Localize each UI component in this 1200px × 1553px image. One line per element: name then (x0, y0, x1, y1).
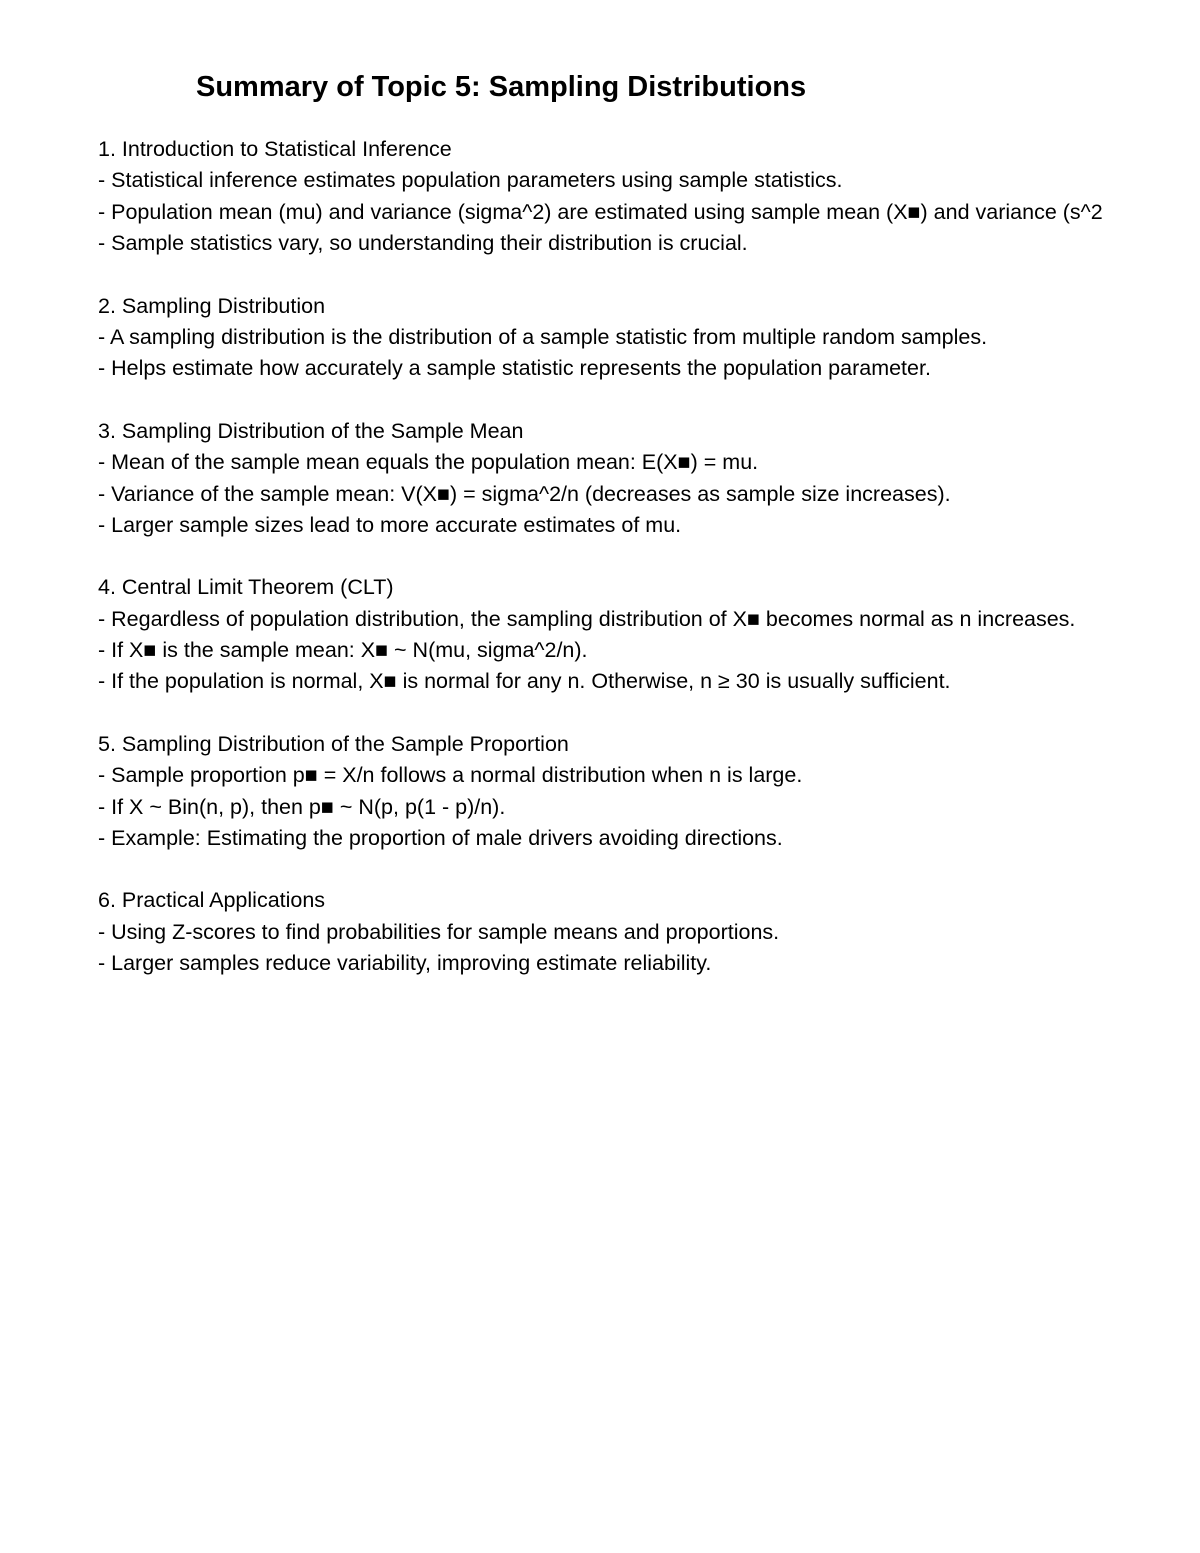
section-practical-applications (98, 885, 1200, 979)
bullet-line: - If X ~ Bin(n, p), then p■ ~ N(p, p(1 - p)/n). (98, 794, 506, 819)
bullet-line: - Statistical inference estimates population parameters using sample statistics. (98, 168, 843, 193)
section-heading: 3. Sampling Distribution of the Sample Mean (98, 418, 524, 443)
section-heading: 6. Practical Applications (98, 888, 326, 913)
section-heading: 5. Sampling Distribution of the Sample Proportion (98, 731, 569, 756)
section-heading: 2. Sampling Distribution (98, 293, 326, 318)
section-sampling-distribution (98, 291, 1200, 385)
section-heading: 4. Central Limit Theorem (CLT) (98, 575, 394, 600)
section-central-limit-theorem (98, 572, 1200, 698)
section-sample-mean (98, 416, 1200, 542)
bullet-line: - Sample statistics vary, so understanding their distribution is crucial. (98, 231, 748, 256)
bullet-line: - Mean of the sample mean equals the population mean: E(X■) = mu. (98, 450, 759, 475)
bullet-line: - Variance of the sample mean: V(X■) = sigma^2/n (decreases as sample size increases). (98, 481, 951, 506)
bullet-line: - Larger sample sizes lead to more accurate estimates of mu. (98, 512, 682, 537)
bullet-line: - Helps estimate how accurately a sample statistic represents the population parameter. (98, 356, 931, 381)
bullet-line: - A sampling distribution is the distribution of a sample statistic from multiple random samples. (98, 324, 988, 349)
document-body (98, 134, 1200, 1011)
bullet-line: - Using Z-scores to find probabilities for sample means and proportions. (98, 919, 780, 944)
document-title: Summary of Topic 5: Sampling Distributions (196, 71, 807, 103)
bullet-line: - Regardless of population distribution, the sampling distribution of X■ becomes normal as n increases. (98, 606, 1076, 631)
section-sample-proportion (98, 729, 1200, 855)
bullet-line: - Larger samples reduce variability, improving estimate reliability. (98, 951, 712, 976)
bullet-line: - If the population is normal, X■ is normal for any n. Otherwise, n ≥ 30 is usually sufficient. (98, 669, 951, 694)
bullet-line: - If X■ is the sample mean: X■ ~ N(mu, sigma^2/n). (98, 638, 588, 663)
section-introduction (98, 134, 1200, 260)
section-heading: 1. Introduction to Statistical Inference (98, 137, 452, 161)
bullet-line: - Sample proportion p■ = X/n follows a normal distribution when n is large. (98, 763, 803, 788)
bullet-line: - Population mean (mu) and variance (sigma^2) are estimated using sample mean (X■) and variance (s^2 (98, 199, 1103, 224)
bullet-line: - Example: Estimating the proportion of male drivers avoiding directions. (98, 826, 783, 851)
